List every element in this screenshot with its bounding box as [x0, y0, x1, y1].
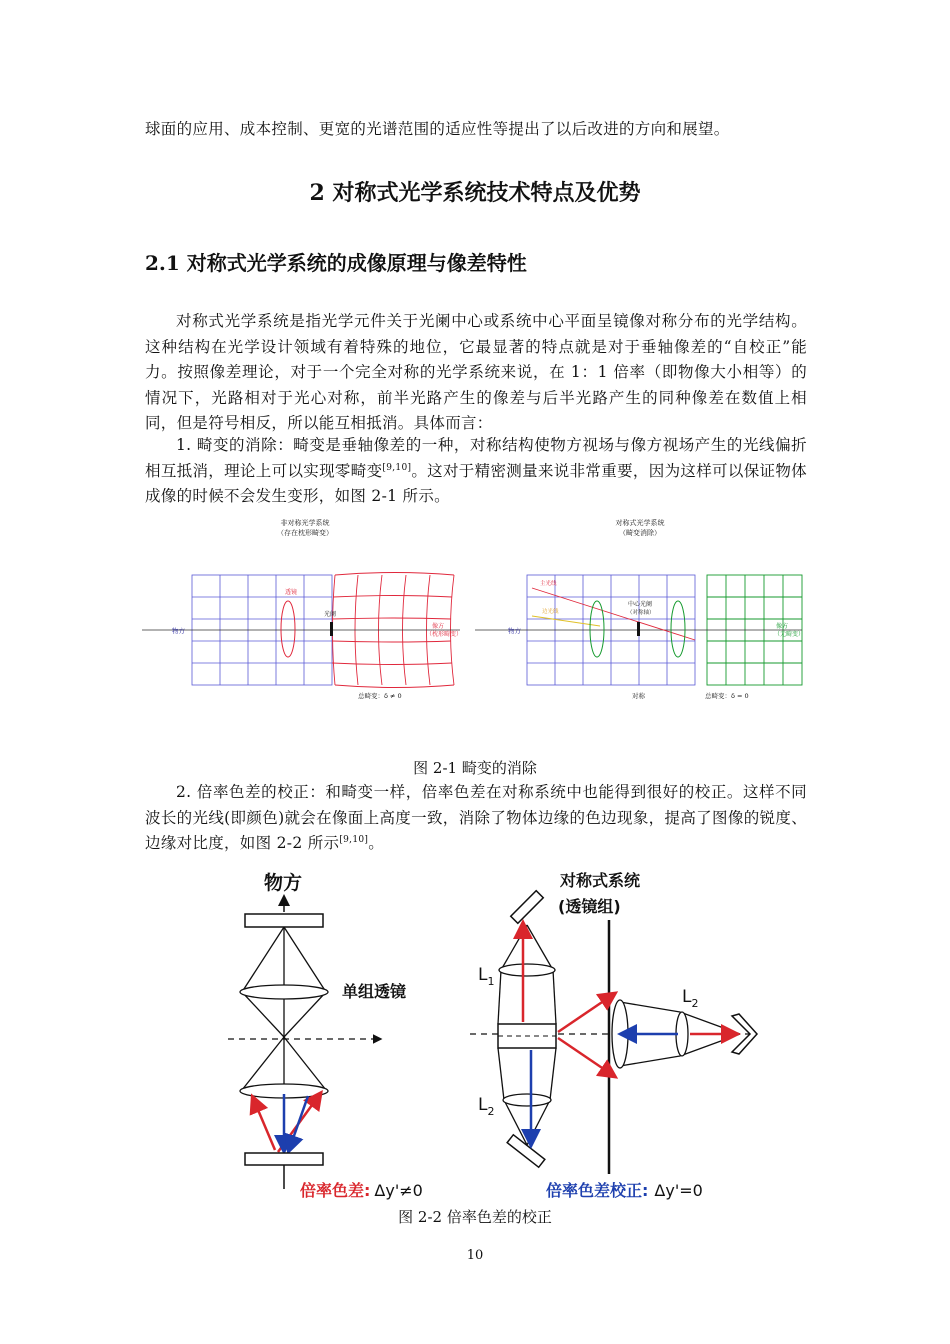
fig2-lens-L2-lower [503, 1094, 551, 1106]
citation-ref: [9,10] [382, 462, 412, 473]
fig1-right-marginal-label: 边光线 [542, 609, 559, 615]
paragraph-text: 1. 畸变的消除：畸变是垂轴像差的一种，对称结构使物方视场与像方视场产生的光线偏折相互抵消，理论上可以实现零畸变 [145, 436, 807, 480]
paragraph-distortion [145, 433, 807, 510]
fig2-right-result-label [546, 1181, 703, 1200]
fig2-sym-label2: (透镜组) [558, 897, 621, 916]
fig2-right-red-ray-diag-up [558, 994, 614, 1032]
fig2-sym-label1: 对称式系统 [560, 871, 641, 890]
paragraph-intro: 对称式光学系统是指光学元件关于光阑中心或系统中心平面呈镜像对称分布的光学结构。这种结构在光学设计领域有着特殊的地位，它最显著的特点就是对于垂轴像差的“自校正”能力。按照像差理论，对于一个完全对称的光学系统来说，在 1：1 倍率（即物像大小相等）的情况下，光路相对于光心对称，前半光路产生的像差与后半光路产生的同种像差在数值上相同，但是符号相反，所以能互相抵消。具体而言： [145, 312, 807, 432]
fig2-single-lens [240, 985, 328, 999]
paragraph-chromatic [145, 780, 807, 857]
fig1-left-total: 总畸变：δ ≠ 0 [358, 692, 402, 700]
page-number: 10 [466, 1248, 484, 1263]
fig2-object-plane [245, 914, 323, 927]
fig2-left-red-ray-a [253, 1098, 275, 1150]
figure-distortion [140, 512, 810, 710]
fig2-right-red-ray-diag-down [558, 1038, 614, 1076]
fig1-right-chief-label: 主光线 [540, 581, 557, 587]
fig1-left-lens-label: 透镜 [285, 589, 298, 596]
fig2-L2-top-label [682, 987, 698, 1010]
fig1-right-object-label: 物方 [508, 627, 521, 635]
fig2-left-blue-ray-b [289, 1096, 308, 1150]
fig1-right-image-label: 像方 [776, 623, 789, 630]
figure-caption: 图 2-2 倍率色差的校正 [398, 1208, 552, 1226]
paragraph-text: 2. 倍率色差的校正：和畸变一样，倍率色差在对称系统中也能得到很好的校正。这样不同波长的光线(即颜色)就会在像面上高度一致，消除了物体边缘的色边现象，提高了图像的锐度、边缘对比度，如图 2-2 所示 [145, 783, 807, 852]
fig2-L1-letter: L [478, 965, 488, 985]
fig2-right-result-text: 倍率色差校正: [546, 1181, 649, 1200]
fig2-top-tilted-plane [511, 891, 544, 924]
fig1-left-stop [330, 622, 333, 636]
fig2-L2b-letter: L [478, 1095, 488, 1115]
fig1-right-center-label2: （对称轴） [627, 610, 655, 616]
fig1-right-image-label2: （无畸变） [774, 631, 805, 638]
section-title: 2 对称式光学系统技术特点及优势 [309, 180, 641, 206]
fig2-image-plane [245, 1153, 323, 1165]
fig2-left-result-text: 倍率色差: [300, 1181, 371, 1200]
fig1-right-stop [637, 622, 640, 636]
fig1-left-image-label2: （枕形畸变） [426, 631, 463, 638]
fig2-right-result-value: Δy'=0 [654, 1181, 703, 1200]
fig2-lens-L1 [499, 964, 555, 976]
fig2-lens-label: 单组透镜 [342, 982, 407, 1001]
fig2-L2b-sub: 2 [487, 1105, 495, 1118]
fig1-right-lens2 [671, 601, 685, 657]
fig2-object-label: 物方 [264, 872, 303, 894]
subsection-title: 2.1 对称式光学系统的成像原理与像差特性 [145, 251, 527, 275]
fig1-right-total: 总畸变：δ = 0 [705, 692, 749, 700]
fig1-right-center-label: 中心光阑 [628, 601, 653, 608]
fig2-L1-label [478, 965, 494, 988]
fig1-left-image-label: 像方 [432, 623, 445, 630]
fig1-left-object-label: 物方 [172, 627, 185, 635]
fig2-left-result-value: Δy'≠0 [374, 1181, 423, 1200]
fig2-left-result-label [300, 1181, 423, 1200]
citation-ref: [9,10] [339, 834, 369, 845]
figure-chromatic-aberration [220, 862, 765, 1207]
fig2-L2t-letter: L [682, 987, 692, 1007]
fig2-L2t-sub: 2 [691, 997, 699, 1010]
figure-caption: 图 2-1 畸变的消除 [413, 759, 537, 777]
fig1-right-title: 对称式光学系统 [615, 519, 665, 527]
fig1-right-lens1 [590, 601, 604, 657]
fig1-right-subtitle: （畸变消除） [619, 529, 661, 537]
fig1-left-lens [281, 601, 295, 657]
fig1-right-sym-label: 对称 [632, 692, 645, 700]
paragraph-text: 。 [368, 834, 385, 852]
fig2-bottom-tilted-plane [507, 1135, 545, 1168]
fig2-L2-bottom-label [478, 1095, 494, 1118]
body-text-line: 球面的应用、成本控制、更宽的光谱范围的适应性等提出了以后改进的方向和展望。 [145, 120, 730, 138]
fig1-left-subtitle: （存在枕形畸变） [277, 529, 333, 537]
fig1-left-title: 非对称光学系统 [280, 519, 330, 527]
paragraph-text: 。这对于精密测量来说非常重要，因为这样可以保证物体成像的时候不会发生变形，如图 2-1 所示。 [145, 461, 807, 505]
fig1-left-stop-label: 光阑 [324, 611, 337, 618]
fig2-L1-sub: 1 [487, 975, 495, 988]
